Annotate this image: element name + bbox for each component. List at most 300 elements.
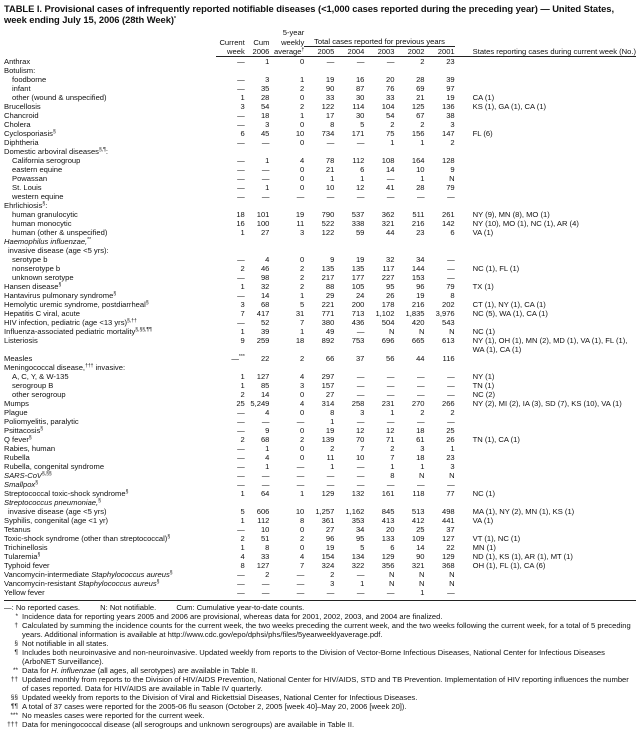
- cell-y2005: 27: [325, 525, 335, 534]
- cell-y2001: 79: [446, 183, 455, 192]
- cell-y2001: [425, 246, 455, 255]
- cell-y2005: [304, 237, 334, 246]
- cell-y2004: —: [356, 192, 365, 201]
- disease-name: nonserotype b: [12, 264, 61, 273]
- table-row: [4, 192, 636, 201]
- cell-y2004: 5: [360, 120, 365, 129]
- table-row: [4, 246, 636, 255]
- cell-y2002: 420: [411, 318, 425, 327]
- cell-five-year-avg: 7: [300, 561, 305, 570]
- cell-y2002: 153: [411, 273, 425, 282]
- states-reporting: VT (1), NC (1): [472, 534, 521, 543]
- cell-five-year-avg: 1: [300, 75, 305, 84]
- cell-y2005: 771: [321, 309, 335, 318]
- cell-y2004: —: [356, 570, 365, 579]
- cell-current-week: [216, 237, 245, 246]
- cell-y2001: —: [447, 417, 455, 426]
- cell-cum-2006: 98: [260, 273, 270, 282]
- cell-y2002: 3: [420, 444, 425, 453]
- table-row: [4, 363, 636, 372]
- cell-five-year-avg: 8: [300, 516, 305, 525]
- cell-y2004: 30: [355, 93, 365, 102]
- table-row: [4, 102, 636, 111]
- cell-current-week: [216, 363, 245, 372]
- footnote: [4, 666, 636, 675]
- states-reporting: [455, 408, 636, 417]
- cell-y2004: 34: [355, 525, 365, 534]
- cell-five-year-avg: 1: [300, 291, 305, 300]
- cell-y2003: —: [386, 174, 395, 183]
- cell-y2004: —: [356, 327, 365, 336]
- states-reporting-continued: WA (1), CA (1): [472, 345, 522, 354]
- disease-name: human granulocytic: [12, 210, 78, 219]
- states-reporting: [455, 444, 636, 453]
- cell-y2004: 105: [351, 282, 365, 291]
- cell-y2001: —: [447, 480, 455, 489]
- cell-cum-2006: 4: [265, 453, 270, 462]
- cell-y2001: [425, 147, 455, 156]
- cell-y2004: 753: [351, 336, 365, 345]
- states-reporting: [455, 84, 636, 93]
- header-previous-years-group: Total cases reported for previous years: [304, 37, 454, 47]
- cell-y2003: 356: [381, 561, 395, 570]
- cell-y2003: [364, 147, 394, 156]
- table-row: [4, 120, 636, 129]
- states-reporting: [455, 471, 636, 480]
- cell-current-week: 1: [240, 372, 245, 381]
- cell-y2004: 12: [355, 183, 365, 192]
- cell-y2005: 90: [325, 84, 335, 93]
- states-reporting: NC (5), WA (1), CA (1): [472, 309, 548, 318]
- table-body: [4, 57, 636, 598]
- cell-y2004: 135: [351, 264, 365, 273]
- cell-five-year-avg: 2: [300, 354, 305, 363]
- cell-y2002: 216: [411, 300, 425, 309]
- states-reporting: CA (1): [472, 93, 495, 102]
- cell-five-year-avg: [269, 237, 304, 246]
- cell-y2004: —: [356, 381, 365, 390]
- cell-y2001: 116: [442, 354, 455, 363]
- cell-y2002: N: [419, 471, 425, 480]
- table-row: [4, 138, 636, 147]
- cell-y2003: 413: [381, 516, 395, 525]
- states-reporting: [455, 66, 636, 75]
- states-reporting: [455, 291, 636, 300]
- cell-y2002: 2: [420, 57, 425, 66]
- cell-y2004: 132: [351, 489, 365, 498]
- disease-name: Yellow fever: [4, 588, 45, 597]
- cell-current-week: 4: [240, 552, 245, 561]
- cell-y2005: 324: [321, 561, 335, 570]
- cell-five-year-avg: 1: [300, 327, 305, 336]
- cell-cum-2006: 9: [265, 426, 270, 435]
- cell-y2003: 845: [381, 507, 395, 516]
- cell-y2001: [425, 66, 455, 75]
- cell-y2001: 77: [446, 489, 455, 498]
- cell-current-week: —: [237, 84, 245, 93]
- footnote: [4, 639, 636, 648]
- cell-current-week: —: [237, 525, 245, 534]
- cell-cum-2006: —: [261, 471, 270, 480]
- table-row: [4, 480, 636, 489]
- states-reporting: NC (2): [472, 390, 496, 399]
- cell-five-year-avg: 0: [300, 543, 305, 552]
- cell-five-year-avg: 0: [300, 57, 305, 66]
- cell-y2005: 8: [330, 408, 335, 417]
- header-2005: 2005: [304, 47, 334, 57]
- cell-five-year-avg: 4: [300, 399, 305, 408]
- cell-y2004: 1,162: [345, 507, 365, 516]
- cell-y2003: —: [386, 588, 395, 597]
- cell-five-year-avg: 0: [300, 138, 305, 147]
- disease-name: Streptococcus pneumoniae,§: [4, 498, 101, 507]
- cell-y2005: —: [326, 480, 335, 489]
- cell-five-year-avg: 2: [300, 102, 305, 111]
- disease-name: foodborne: [12, 75, 47, 84]
- cell-y2001: —: [447, 372, 455, 381]
- cell-y2003: —: [386, 57, 395, 66]
- cell-cum-2006: 5,249: [250, 399, 270, 408]
- cell-cum-2006: —: [261, 588, 270, 597]
- cell-y2002: [394, 201, 424, 210]
- disease-name: A, C, Y, & W-135: [12, 372, 69, 381]
- cell-y2005: 19: [325, 426, 335, 435]
- header-cum-line1: Cum: [253, 37, 270, 47]
- cell-cum-2006: 14: [260, 390, 270, 399]
- cell-y2005: 11: [326, 453, 335, 462]
- table-row: [4, 93, 636, 102]
- cell-y2002: 125: [411, 102, 425, 111]
- disease-name: Psittacosis§: [4, 426, 44, 435]
- table-row: [4, 111, 636, 120]
- states-reporting: TN (1): [472, 381, 495, 390]
- cell-five-year-avg: —: [296, 417, 305, 426]
- cell-y2002: 44: [416, 354, 425, 363]
- footnotes: [4, 612, 636, 729]
- cell-five-year-avg: 10: [295, 129, 305, 138]
- cell-current-week: 25: [236, 399, 245, 408]
- cell-y2003: 1: [390, 462, 395, 471]
- cell-y2005: 2: [330, 570, 335, 579]
- cell-y2005: 96: [325, 534, 335, 543]
- cell-y2003: 2: [390, 120, 395, 129]
- disease-name: serogroup B: [12, 381, 54, 390]
- cell-y2001: [425, 363, 455, 372]
- cell-y2002: N: [419, 327, 425, 336]
- disease-name: Rabies, human: [4, 444, 56, 453]
- cell-current-week: 6: [240, 129, 245, 138]
- cell-current-week: 7: [240, 309, 245, 318]
- table-row: [4, 327, 636, 336]
- disease-name: Hepatitis C viral, acute: [4, 309, 80, 318]
- table-row: [4, 372, 636, 381]
- states-reporting: [455, 120, 636, 129]
- footnote-mark: *: [15, 613, 18, 620]
- cell-y2004: 87: [355, 84, 365, 93]
- cell-current-week: —: [237, 426, 245, 435]
- cell-y2004: [334, 66, 364, 75]
- header-2001: 2001: [425, 47, 455, 57]
- cell-five-year-avg: [269, 147, 304, 156]
- states-reporting: [455, 273, 636, 282]
- cell-y2004: —: [356, 57, 365, 66]
- footnote: [4, 675, 636, 693]
- cell-five-year-avg: 3: [300, 228, 305, 237]
- cell-current-week: 1: [240, 516, 245, 525]
- cell-cum-2006: 101: [256, 210, 270, 219]
- cell-y2004: [334, 363, 364, 372]
- cell-cum-2006: 127: [256, 372, 270, 381]
- cell-current-week: [216, 147, 245, 156]
- cell-current-week: 1: [240, 282, 245, 291]
- cell-current-week: 3: [240, 300, 245, 309]
- cell-five-year-avg: 31: [295, 309, 305, 318]
- footnote-text: Incidence data for reporting years 2005 and 2006 are provisional, whereas data for 2001, 2002, 2003, and 2004 are finalized.: [22, 612, 443, 621]
- cell-y2002: 21: [416, 93, 425, 102]
- cell-y2001: —: [447, 390, 455, 399]
- cell-y2002: 1: [420, 462, 425, 471]
- disease-name: Q fever§: [4, 435, 32, 444]
- cell-y2003: 1: [390, 408, 395, 417]
- cell-y2001: 127: [441, 534, 455, 543]
- cell-cum-2006: —: [261, 192, 270, 201]
- cell-y2002: 28: [416, 183, 425, 192]
- cell-y2001: 613: [441, 336, 455, 345]
- cell-y2004: 171: [351, 129, 365, 138]
- cell-current-week: 2: [240, 390, 245, 399]
- cell-current-week: —***: [231, 354, 245, 363]
- disease-name: Tetanus: [4, 525, 31, 534]
- cell-y2002: 67: [416, 111, 425, 120]
- cell-y2002: 10: [416, 165, 425, 174]
- cell-y2005: 33: [325, 93, 335, 102]
- cell-current-week: —: [237, 579, 245, 588]
- cell-cum-2006: 417: [256, 309, 270, 318]
- cell-current-week: [216, 246, 245, 255]
- table-row: [4, 435, 636, 444]
- cell-cum-2006: 68: [260, 300, 270, 309]
- cell-cum-2006: 32: [260, 282, 270, 291]
- cell-y2001: 3: [450, 462, 455, 471]
- cell-current-week: 1: [240, 543, 245, 552]
- cell-five-year-avg: 0: [300, 426, 305, 435]
- states-reporting: [455, 480, 636, 489]
- disease-name: Hansen disease§: [4, 282, 62, 291]
- cell-five-year-avg: 2: [300, 84, 305, 93]
- cell-current-week: —: [237, 111, 245, 120]
- cell-y2004: [334, 498, 364, 507]
- table-row: [4, 444, 636, 453]
- cell-current-week: 1: [240, 381, 245, 390]
- table-row: [4, 309, 636, 318]
- footnote: [4, 702, 636, 711]
- cell-cum-2006: 64: [260, 489, 270, 498]
- cell-y2003: 133: [381, 534, 395, 543]
- disease-name: California serogroup: [12, 156, 81, 165]
- footnote-mark: ***: [10, 712, 18, 719]
- cell-y2005: 19: [325, 75, 335, 84]
- states-reporting: [455, 156, 636, 165]
- cell-y2001: 2: [450, 138, 455, 147]
- table-row: [4, 462, 636, 471]
- disease-name: Toxic-shock syndrome (other than streptococcal)§: [4, 534, 171, 543]
- disease-name: Anthrax: [4, 56, 31, 66]
- cell-y2002: [394, 246, 424, 255]
- cell-y2001: 266: [441, 399, 455, 408]
- legend-not-notifiable: N: Not notifiable.: [100, 603, 157, 612]
- table-row: [4, 390, 636, 399]
- cell-y2001: 22: [446, 543, 455, 552]
- cell-y2005: 9: [330, 255, 335, 264]
- disease-name: Hantavirus pulmonary syndrome§: [4, 291, 117, 300]
- cell-cum-2006: 54: [260, 102, 270, 111]
- states-reporting: [455, 165, 636, 174]
- cell-y2001: 261: [441, 210, 455, 219]
- footnote-mark: ††: [10, 676, 18, 683]
- cell-five-year-avg: —: [296, 471, 305, 480]
- cell-y2001: 23: [446, 57, 455, 66]
- cell-y2002: [394, 66, 424, 75]
- cell-y2002: 2: [420, 120, 425, 129]
- cell-current-week: —: [237, 120, 245, 129]
- cell-cum-2006: 8: [265, 543, 270, 552]
- cell-y2002: 144: [411, 264, 425, 273]
- table-row: [4, 354, 636, 363]
- cell-cum-2006: 259: [256, 336, 270, 345]
- footnote-text: Data for H. influenzae (all ages, all serotypes) are available in Table II.: [22, 666, 258, 675]
- cell-y2005: —: [326, 192, 335, 201]
- cell-cum-2006: 1: [265, 57, 270, 66]
- cell-y2005: 49: [325, 327, 335, 336]
- table-row: [4, 453, 636, 462]
- cell-five-year-avg: 0: [300, 453, 305, 462]
- disease-name: Poliomyelitis, paralytic: [4, 417, 79, 426]
- states-reporting: MA (1), NY (2), MN (1), KS (1): [472, 507, 575, 516]
- states-reporting: OH (1), FL (1), CA (6): [472, 561, 546, 570]
- cell-cum-2006: [245, 201, 270, 210]
- cell-y2001: 498: [441, 507, 455, 516]
- cell-y2003: 20: [386, 75, 395, 84]
- cell-five-year-avg: 0: [300, 444, 305, 453]
- cell-y2004: 16: [355, 75, 365, 84]
- cell-five-year-avg: 3: [300, 381, 305, 390]
- cell-cum-2006: 3: [265, 120, 270, 129]
- cell-y2004: 19: [355, 255, 365, 264]
- cell-five-year-avg: —: [296, 570, 305, 579]
- cell-y2002: 665: [411, 336, 425, 345]
- cell-five-year-avg: 0: [300, 120, 305, 129]
- cell-current-week: —: [237, 192, 245, 201]
- states-reporting: VA (1): [472, 516, 494, 525]
- disease-name: Cyclosporiasis§: [4, 129, 56, 138]
- cell-y2004: 70: [355, 435, 365, 444]
- cell-y2005: 380: [321, 318, 335, 327]
- states-reporting: [455, 453, 636, 462]
- cell-y2002: 23: [416, 228, 425, 237]
- footnote-text: Data for meningococcal disease (all serogroups and unknown serogroups) are available in Table II.: [22, 720, 355, 729]
- states-reporting: [455, 588, 636, 597]
- cell-current-week: 2: [240, 534, 245, 543]
- states-reporting: [455, 354, 636, 363]
- cell-y2003: 32: [386, 255, 395, 264]
- cell-y2003: 6: [390, 543, 395, 552]
- cell-five-year-avg: [269, 363, 304, 372]
- cell-y2001: 37: [446, 525, 455, 534]
- cell-y2005: 522: [321, 219, 335, 228]
- states-reporting: [455, 174, 636, 183]
- cell-y2001: —: [447, 264, 455, 273]
- cell-y2002: 14: [416, 543, 425, 552]
- table-row: [4, 516, 636, 525]
- cell-current-week: 2: [240, 264, 245, 273]
- cell-current-week: 8: [240, 561, 245, 570]
- cell-current-week: —: [237, 273, 245, 282]
- table-row: [4, 534, 636, 543]
- states-reporting: ND (1), KS (1), AR (1), MT (1): [472, 552, 573, 561]
- cell-y2003: —: [386, 372, 395, 381]
- cell-y2003: 161: [381, 489, 395, 498]
- footnote-mark: §: [14, 640, 18, 647]
- cell-y2004: 12: [355, 426, 365, 435]
- cell-y2003: 56: [386, 354, 395, 363]
- cell-y2005: [304, 201, 334, 210]
- cell-y2004: 5: [360, 543, 365, 552]
- cell-y2002: [394, 363, 424, 372]
- cell-cum-2006: —: [261, 138, 270, 147]
- table-row: [4, 552, 636, 561]
- cell-y2001: 26: [446, 435, 455, 444]
- cell-y2002: 270: [411, 399, 425, 408]
- cell-y2005: 1: [330, 417, 335, 426]
- cell-cum-2006: [245, 147, 270, 156]
- cell-y2001: 23: [446, 453, 455, 462]
- cell-y2002: —: [416, 381, 425, 390]
- states-reporting: MN (1): [472, 543, 496, 552]
- cell-current-week: 9: [240, 336, 245, 345]
- disease-name: other serogroup: [12, 390, 66, 399]
- states-reporting: KS (1), GA (1), CA (1): [472, 102, 547, 111]
- states-reporting: [455, 570, 636, 579]
- cell-y2004: 353: [351, 516, 365, 525]
- cell-y2004: 3: [360, 408, 365, 417]
- cell-y2005: 2: [330, 444, 335, 453]
- header-cum-line2: 2006: [245, 47, 270, 57]
- states-reporting: VA (1): [472, 228, 494, 237]
- table-row-continuation: [4, 345, 636, 354]
- table-row: [4, 273, 636, 282]
- cell-y2003: 41: [386, 183, 395, 192]
- cell-y2001: 39: [446, 75, 455, 84]
- disease-name: Chancroid: [4, 111, 39, 120]
- cell-five-year-avg: 19: [295, 210, 305, 219]
- states-reporting: [455, 417, 636, 426]
- cell-y2002: 1,835: [405, 309, 425, 318]
- states-reporting: [455, 237, 636, 246]
- table-row: [4, 237, 636, 246]
- table-row: [4, 147, 636, 156]
- cell-y2001: [425, 237, 455, 246]
- cell-cum-2006: 10: [260, 525, 270, 534]
- cell-y2004: [334, 147, 364, 156]
- cell-y2005: 29: [325, 291, 335, 300]
- cell-current-week: 1: [240, 228, 245, 237]
- cell-y2005: 1,257: [315, 507, 335, 516]
- cell-y2004: 114: [352, 102, 365, 111]
- cell-y2004: [334, 201, 364, 210]
- cell-cum-2006: —: [261, 417, 270, 426]
- cell-cum-2006: 3: [265, 75, 270, 84]
- disease-name: HIV infection, pediatric (age <13 yrs)§,††: [4, 318, 137, 327]
